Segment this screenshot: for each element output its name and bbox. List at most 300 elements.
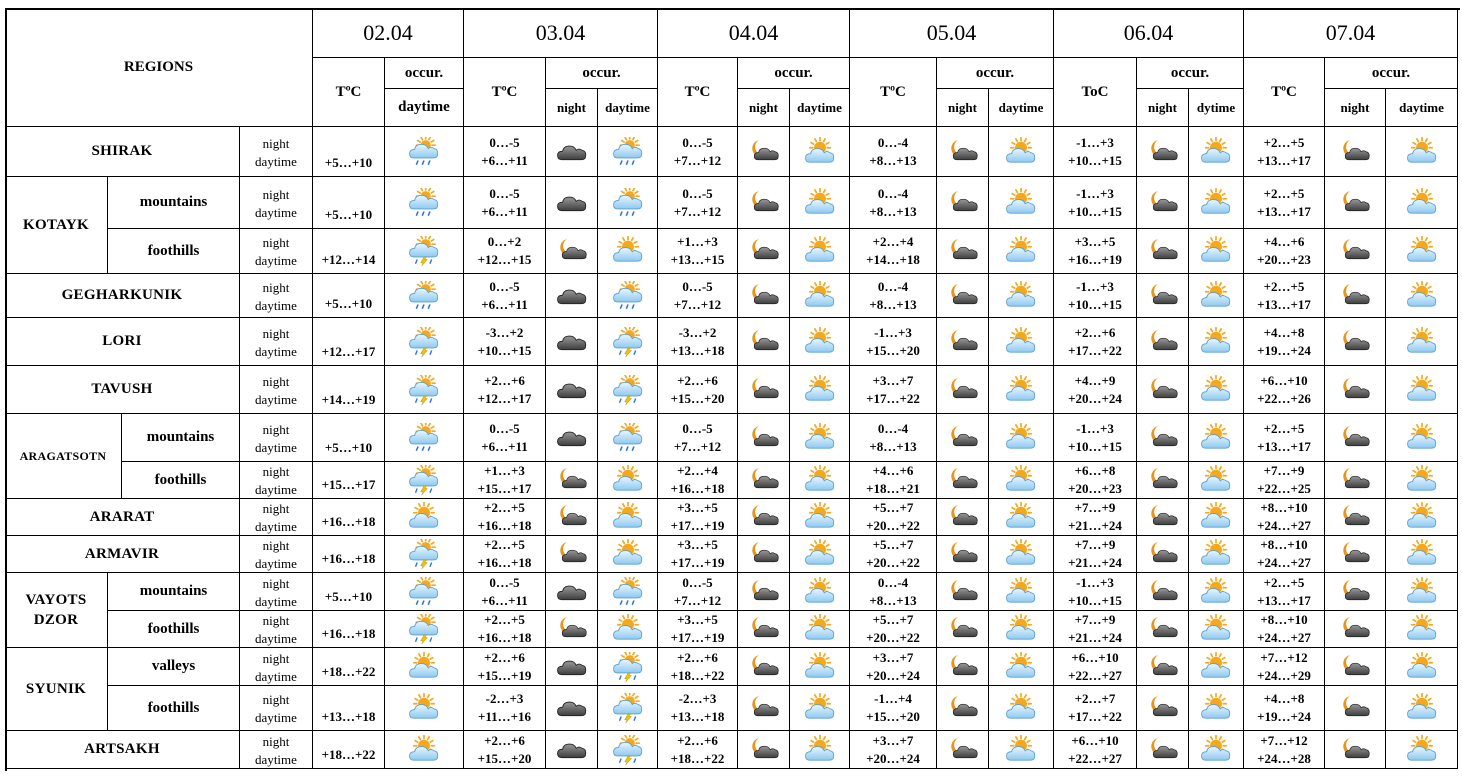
occur-header-4: occur.: [1137, 58, 1244, 89]
weather-icon-cell: [937, 611, 989, 648]
temperature-cell: [464, 499, 546, 536]
temperature-cell: +5…+10: [313, 274, 385, 318]
weather-icon-cell: [1386, 499, 1458, 536]
weather-icon-cell: [738, 462, 790, 499]
daytime-temperature: +18…+21: [866, 481, 920, 496]
moon-cloud-icon: [1146, 423, 1180, 453]
night-temperature: +2…+6: [484, 732, 525, 748]
weather-icon-cell: [546, 573, 598, 611]
daytime-temperature: +15…+17: [477, 481, 532, 496]
moon-cloud-icon: [747, 539, 781, 569]
thunder-sun-icon: [407, 236, 441, 266]
temperature-cell: [658, 499, 738, 536]
moon-cloud-icon: [1146, 281, 1180, 311]
daytime-temperature: +6…+11: [481, 296, 528, 312]
region-name: LORI: [5, 318, 240, 366]
daytime-header-5: daytime: [1386, 89, 1458, 127]
night-daytime-label: [240, 127, 313, 177]
region-name: ARTSAKH: [5, 731, 240, 769]
daytime-label: daytime: [255, 751, 297, 767]
sun-cloud-icon: [1199, 137, 1233, 167]
weather-icon-cell: [385, 414, 464, 462]
temperature-cell: [464, 462, 546, 499]
weather-icon-cell: [989, 731, 1054, 769]
date-header-3: 05.04: [850, 8, 1054, 58]
daytime-temperature: +15…+20: [670, 390, 725, 406]
sun-cloud-icon: [1199, 539, 1233, 569]
temperature-cell: [1244, 127, 1325, 177]
night-temperature: 0…-4: [877, 574, 909, 590]
daytime-temperature: +20…+22: [866, 630, 920, 645]
night-temperature: +3…+7: [872, 372, 914, 388]
daytime-temperature: +7…+12: [673, 203, 722, 219]
daytime-temperature: +13…+18: [670, 342, 725, 358]
daytime-temperature: +20…+24: [1068, 390, 1122, 406]
daytime-temperature: +12…+17: [477, 390, 532, 406]
night-header-2: night: [738, 89, 790, 127]
weather-icon-cell: [989, 499, 1054, 536]
daytime-temperature: +14…+18: [866, 252, 920, 267]
moon-cloud-icon: [747, 735, 781, 765]
night-label: night: [262, 421, 290, 437]
weather-icon-cell: [1189, 127, 1244, 177]
sun-cloud-icon: [1199, 614, 1233, 644]
moon-cloud-icon: [747, 137, 781, 167]
temperature-cell: [658, 414, 738, 462]
temperature-cell: [1054, 536, 1137, 573]
weather-icon-cell: [790, 499, 850, 536]
weather-icon-cell: [1189, 177, 1244, 229]
night-temperature: +7…+9: [1263, 463, 1305, 478]
temperature-cell: [464, 229, 546, 274]
daytime-temperature: +13…+17: [1257, 203, 1311, 219]
night-daytime-label: [240, 177, 313, 229]
weather-icon-cell: [1386, 229, 1458, 274]
temperature-cell: [1054, 274, 1137, 318]
daytime-header-3: daytime: [989, 89, 1054, 127]
daytime-temperature: +21…+24: [1068, 518, 1122, 533]
daytime-temperature: +8…+13: [869, 438, 917, 454]
weather-icon-cell: [1137, 229, 1189, 274]
weather-icon-cell: [1189, 462, 1244, 499]
weather-icon-cell: [598, 611, 658, 648]
night-label: night: [262, 325, 290, 341]
weather-icon-cell: [738, 414, 790, 462]
daytime-temperature: +17…+19: [670, 518, 725, 533]
daytime-temperature: +6…+11: [481, 152, 528, 168]
night-daytime-label: [240, 462, 313, 499]
weather-icon-cell: [790, 462, 850, 499]
daytime-temperature: +6…+11: [481, 438, 528, 454]
weather-icon-cell: [989, 686, 1054, 731]
night-temperature: +4…+9: [1074, 372, 1116, 388]
weather-icon-cell: [989, 536, 1054, 573]
weather-icon-cell: [1325, 127, 1386, 177]
daytime-label: daytime: [255, 204, 297, 220]
weather-icon-cell: [1386, 731, 1458, 769]
weather-icon-cell: [546, 648, 598, 686]
daytime-temperature: +20…+23: [1068, 481, 1122, 496]
night-temperature: -3…+2: [678, 324, 717, 340]
moon-cloud-icon: [747, 327, 781, 357]
moon-cloud-icon: [1146, 652, 1180, 682]
night-label: night: [262, 464, 290, 479]
region-name: KOTAYK: [5, 177, 108, 274]
temperature-cell: +18…+22: [313, 648, 385, 686]
night-temperature: +7…+9: [1074, 500, 1116, 515]
daytime-temperature: +13…+17: [1257, 152, 1311, 168]
moon-cloud-icon: [747, 502, 781, 532]
sun-cloud-icon: [1004, 137, 1038, 167]
night-daytime-label: [240, 611, 313, 648]
daytime-label: daytime: [255, 482, 297, 497]
weather-icon-cell: [1386, 274, 1458, 318]
weather-icon-cell: [546, 229, 598, 274]
region-name: VAYOTS DZOR: [5, 573, 108, 648]
temperature-cell: [658, 274, 738, 318]
daytime-temperature: +24…+29: [1257, 667, 1311, 683]
daytime-temperature: +10…+15: [1068, 203, 1122, 219]
night-daytime-label: [240, 499, 313, 536]
temperature-cell: [658, 686, 738, 731]
night-temperature: -1…+3: [1076, 278, 1114, 294]
sun-cloud-icon: [1199, 281, 1233, 311]
weather-icon-cell: [937, 462, 989, 499]
night-temperature: +7…+9: [1074, 612, 1116, 627]
sun-cloud-icon: [611, 502, 645, 532]
night-temperature: -1…+3: [1076, 134, 1114, 150]
night-temperature: -1…+3: [874, 324, 912, 340]
temperature-cell: [1054, 318, 1137, 366]
moon-cloud-icon: [1338, 502, 1372, 532]
night-label: night: [262, 501, 290, 516]
temperature-cell: +16…+18: [313, 536, 385, 573]
night-temperature: +2…+5: [1263, 420, 1305, 436]
weather-icon-cell: [546, 536, 598, 573]
sun-cloud-icon: [803, 281, 837, 311]
temperature-cell: [1244, 648, 1325, 686]
weather-icon-cell: [1325, 536, 1386, 573]
daytime-temperature: +15…+20: [477, 750, 532, 766]
temperature-cell: +5…+10: [313, 573, 385, 611]
night-daytime-label: [240, 229, 313, 274]
weather-icon-cell: [385, 366, 464, 414]
sun-cloud-icon: [803, 465, 837, 495]
sun-cloud-icon: [1405, 281, 1439, 311]
daytime-temperature: +6…+11: [481, 203, 528, 219]
weather-icon-cell: [738, 573, 790, 611]
weather-icon-cell: [546, 499, 598, 536]
cloud-icon: [555, 137, 589, 167]
weather-icon-cell: [937, 731, 989, 769]
date-header-1: 03.04: [464, 8, 658, 58]
weather-icon-cell: [989, 611, 1054, 648]
sun-cloud-icon: [1199, 693, 1233, 723]
thunder-sun-icon: [407, 327, 441, 357]
daytime-temperature: +10…+15: [1068, 152, 1122, 168]
weather-icon-cell: [738, 318, 790, 366]
thunder-sun-icon: [611, 735, 645, 765]
temperature-cell: [1244, 414, 1325, 462]
moon-cloud-icon: [946, 735, 980, 765]
sun-cloud-icon: [407, 735, 441, 765]
moon-cloud-icon: [1146, 188, 1180, 218]
daytime-temperature: +21…+24: [1068, 630, 1122, 645]
temperature-cell: [1054, 177, 1137, 229]
daytime-label: daytime: [255, 439, 297, 455]
temperature-cell: [1244, 536, 1325, 573]
weather-icon-cell: [1325, 229, 1386, 274]
daytime-temperature: +16…+18: [477, 555, 532, 570]
moon-cloud-icon: [747, 652, 781, 682]
temperature-cell: [464, 127, 546, 177]
sun-cloud-icon: [1004, 327, 1038, 357]
weather-icon-cell: [937, 499, 989, 536]
moon-cloud-icon: [1146, 236, 1180, 266]
sun-cloud-icon: [611, 236, 645, 266]
daytime-label: daytime: [255, 710, 297, 725]
weather-icon-cell: [937, 414, 989, 462]
daytime-temperature: +8…+13: [869, 296, 917, 312]
weather-icon-cell: [1386, 573, 1458, 611]
moon-cloud-icon: [1146, 137, 1180, 167]
weather-icon-cell: [598, 177, 658, 229]
daytime-temperature: +20…+22: [866, 555, 920, 570]
region-name: ARMAVIR: [5, 536, 240, 573]
sun-cloud-icon: [611, 614, 645, 644]
subregion-name: mountains: [108, 177, 240, 229]
weather-icon-cell: [385, 611, 464, 648]
daytime-label: daytime: [255, 556, 297, 571]
weather-icon-cell: [385, 499, 464, 536]
weather-icon-cell: [546, 686, 598, 731]
daytime-temperature: +21…+24: [1068, 555, 1122, 570]
night-label: night: [262, 279, 290, 295]
temperature-cell: [1244, 731, 1325, 769]
night-temperature: +2…+5: [484, 500, 525, 515]
temperature-cell: [464, 611, 546, 648]
night-header-4: night: [1137, 89, 1189, 127]
daytime-temperature: +11…+16: [477, 709, 532, 724]
night-temperature: 0…-4: [877, 278, 909, 294]
daytime-temperature: +24…+28: [1257, 750, 1311, 766]
subregion-name: mountains: [108, 573, 240, 611]
region-name: TAVUSH: [5, 366, 240, 414]
sun-cloud-icon: [803, 652, 837, 682]
sun-cloud-icon: [1405, 423, 1439, 453]
daytime-label: daytime: [255, 253, 297, 268]
temperature-cell: [464, 414, 546, 462]
night-temperature: 0…-5: [682, 134, 713, 150]
weather-icon-cell: [790, 686, 850, 731]
region-name: GEGHARKUNIK: [5, 274, 240, 318]
moon-cloud-icon: [1338, 188, 1372, 218]
temperature-cell: [1054, 611, 1137, 648]
night-temperature: +3…+5: [1074, 234, 1116, 249]
daytime-temperature: +22…+27: [1068, 750, 1122, 766]
moon-cloud-icon: [946, 693, 980, 723]
sun-cloud-icon: [803, 236, 837, 266]
daytime-temperature: +24…+27: [1257, 555, 1311, 570]
sun-cloud-icon: [803, 137, 837, 167]
weather-icon-cell: [1137, 177, 1189, 229]
weather-icon-cell: [1137, 462, 1189, 499]
weather-icon-cell: [546, 611, 598, 648]
night-label: night: [262, 733, 290, 749]
moon-cloud-icon: [747, 375, 781, 405]
temperature-cell: +18…+22: [313, 731, 385, 769]
moon-cloud-icon: [1338, 539, 1372, 569]
night-temperature: +2…+6: [484, 372, 525, 388]
weather-icon-cell: [1137, 731, 1189, 769]
occur-header-1: occur.: [546, 58, 658, 89]
sun-cloud-icon: [1405, 577, 1439, 607]
daytime-temperature: +13…+15: [670, 252, 725, 267]
daytime-temperature: +22…+26: [1257, 390, 1311, 406]
sun-cloud-icon: [1405, 539, 1439, 569]
daytime-label: daytime: [255, 631, 297, 646]
subregion-name: mountains: [122, 414, 240, 462]
cloud-icon: [555, 577, 589, 607]
temperature-cell: [850, 611, 937, 648]
night-temperature: +4…+8: [1263, 691, 1305, 706]
weather-icon-cell: [1325, 318, 1386, 366]
temperature-cell: [464, 648, 546, 686]
daytime-temperature: +17…+19: [670, 555, 725, 570]
moon-cloud-icon: [747, 281, 781, 311]
cloud-icon: [555, 281, 589, 311]
sun-cloud-icon: [1405, 327, 1439, 357]
weather-icon-cell: [1325, 499, 1386, 536]
night-temperature: +8…+10: [1260, 537, 1308, 552]
temperature-cell: [1244, 686, 1325, 731]
daytime-temperature: +10…+15: [1068, 438, 1122, 454]
moon-cloud-icon: [555, 502, 589, 532]
sun-cloud-icon: [1004, 375, 1038, 405]
sun-cloud-icon: [1004, 652, 1038, 682]
moon-cloud-icon: [946, 423, 980, 453]
weather-icon-cell: [989, 177, 1054, 229]
region-name: ARARAT: [5, 499, 240, 536]
daytime-temperature: +20…+24: [866, 750, 920, 766]
thunder-sun-icon: [407, 539, 441, 569]
weather-icon-cell: [790, 177, 850, 229]
moon-cloud-icon: [1338, 236, 1372, 266]
daytime-temperature: +19…+24: [1257, 709, 1311, 724]
weather-icon-cell: [546, 731, 598, 769]
rain-sun-icon: [407, 188, 441, 218]
sun-cloud-icon: [1405, 236, 1439, 266]
weather-icon-cell: [598, 414, 658, 462]
temp-header-0: TºC: [313, 58, 385, 127]
cloud-icon: [555, 735, 589, 765]
night-temperature: +5…+7: [872, 537, 914, 552]
night-temperature: +8…+10: [1260, 612, 1308, 627]
weather-icon-cell: [598, 648, 658, 686]
weather-icon-cell: [790, 611, 850, 648]
weather-icon-cell: [1189, 499, 1244, 536]
weather-icon-cell: [1386, 648, 1458, 686]
moon-cloud-icon: [946, 539, 980, 569]
night-temperature: 0…-4: [877, 134, 909, 150]
night-temperature: 0…+2: [487, 234, 522, 249]
temperature-cell: [850, 499, 937, 536]
sun-cloud-icon: [803, 327, 837, 357]
temperature-cell: [850, 127, 937, 177]
moon-cloud-icon: [1146, 539, 1180, 569]
sun-cloud-icon: [1199, 423, 1233, 453]
weather-icon-cell: [1189, 648, 1244, 686]
temperature-cell: [1244, 177, 1325, 229]
weather-icon-cell: [989, 648, 1054, 686]
temperature-cell: +12…+14: [313, 229, 385, 274]
night-temperature: -1…+3: [1076, 185, 1114, 201]
moon-cloud-icon: [1146, 502, 1180, 532]
night-temperature: +1…+3: [484, 463, 525, 478]
night-temperature: -1…+3: [1076, 574, 1114, 590]
weather-icon-cell: [385, 648, 464, 686]
night-temperature: +7…+9: [1074, 537, 1116, 552]
temperature-cell: [658, 127, 738, 177]
moon-cloud-icon: [747, 423, 781, 453]
night-temperature: +1…+3: [677, 234, 718, 249]
night-header-3: night: [937, 89, 989, 127]
moon-cloud-icon: [946, 652, 980, 682]
sun-cloud-icon: [803, 188, 837, 218]
daytime-label: daytime: [255, 343, 297, 359]
weather-icon-cell: [738, 177, 790, 229]
weather-icon-cell: [1325, 611, 1386, 648]
weather-icon-cell: [790, 366, 850, 414]
moon-cloud-icon: [1338, 614, 1372, 644]
night-temperature: +2…+5: [1263, 185, 1305, 201]
weather-icon-cell: [989, 573, 1054, 611]
temperature-cell: [850, 274, 937, 318]
temperature-cell: [658, 536, 738, 573]
sun-cloud-icon: [1199, 327, 1233, 357]
weather-icon-cell: [989, 366, 1054, 414]
rain-sun-icon: [407, 137, 441, 167]
weather-icon-cell: [598, 274, 658, 318]
weather-icon-cell: [1137, 318, 1189, 366]
night-daytime-label: [240, 731, 313, 769]
weather-icon-cell: [1386, 536, 1458, 573]
temperature-cell: [658, 318, 738, 366]
temperature-cell: [658, 573, 738, 611]
moon-cloud-icon: [1146, 465, 1180, 495]
night-temperature: +4…+8: [1263, 324, 1305, 340]
night-temperature: +2…+5: [1263, 134, 1305, 150]
daytime-header-2: daytime: [790, 89, 850, 127]
moon-cloud-icon: [1338, 735, 1372, 765]
weather-icon-cell: [1137, 536, 1189, 573]
region-name: SHIRAK: [5, 127, 240, 177]
weather-icon-cell: [738, 648, 790, 686]
weather-icon-cell: [989, 462, 1054, 499]
weather-icon-cell: [1189, 611, 1244, 648]
weather-icon-cell: [738, 499, 790, 536]
sun-cloud-icon: [1405, 614, 1439, 644]
sun-cloud-icon: [1199, 465, 1233, 495]
temperature-cell: [1054, 686, 1137, 731]
temperature-cell: [1244, 573, 1325, 611]
weather-icon-cell: [1386, 318, 1458, 366]
weather-icon-cell: [1386, 611, 1458, 648]
weather-icon-cell: [598, 127, 658, 177]
weather-icon-cell: [1189, 414, 1244, 462]
moon-cloud-icon: [555, 539, 589, 569]
weather-icon-cell: [1386, 462, 1458, 499]
